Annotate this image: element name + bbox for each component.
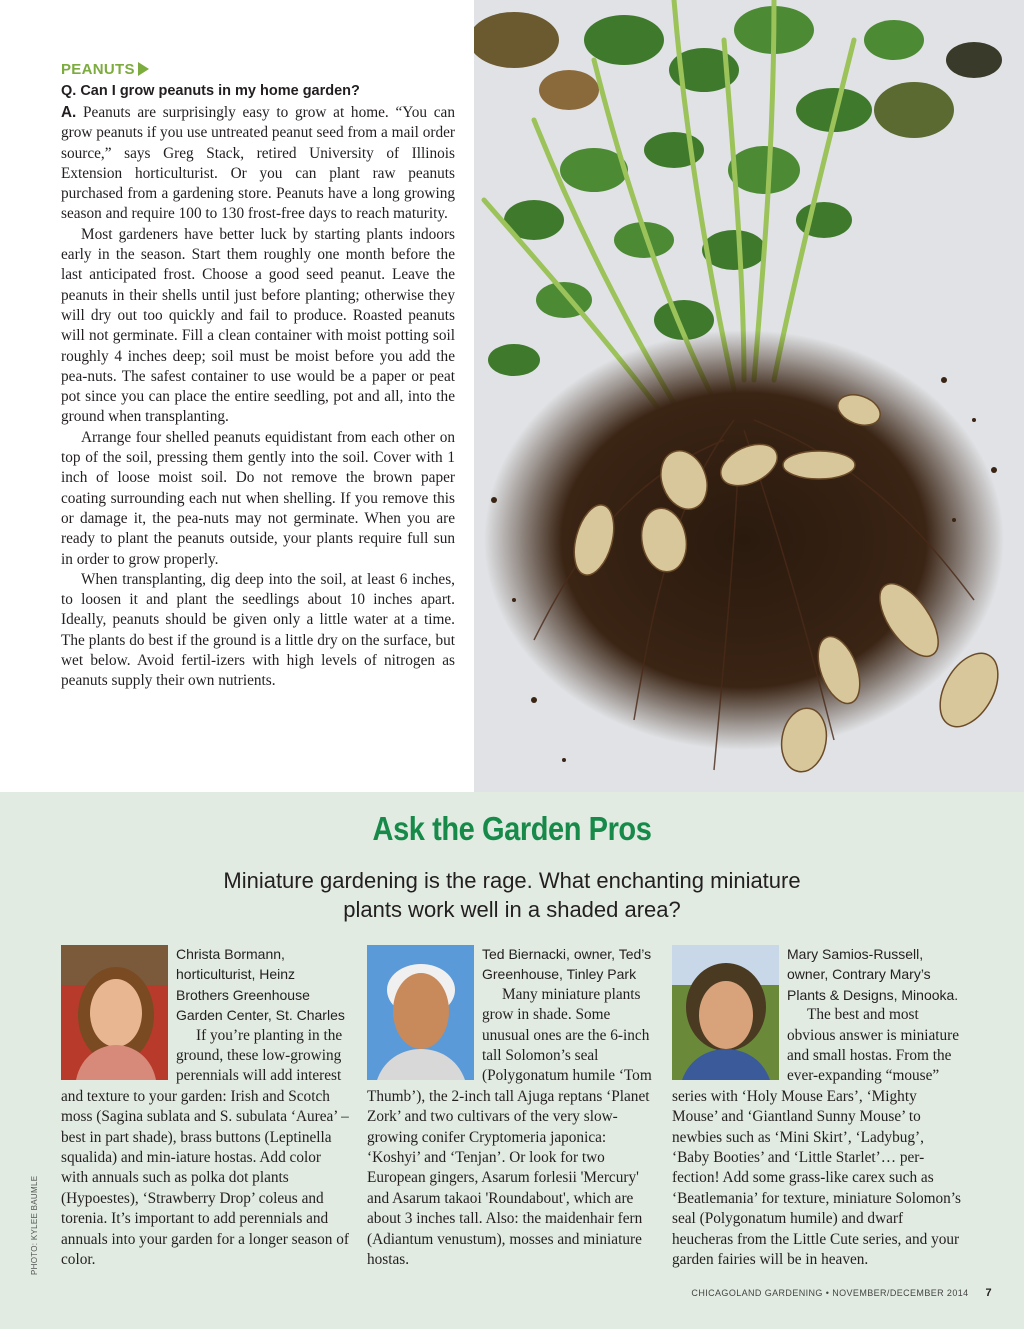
page-footer — [691, 1287, 992, 1299]
pro-name: Ted Biernacki, owner, Ted’s Greenhouse, Tinley Park — [482, 946, 652, 983]
ask-question: Miniature gardening is the rage. What enchanting miniature plants work well in a shaded area? — [223, 868, 801, 922]
photo-credit: PHOTO: KYLEE BAUMLE — [30, 1175, 39, 1275]
pro-name: Mary Samios-Russell, owner, Contrary Mary’s Plants & Designs, Minooka. — [787, 946, 959, 1003]
answer-paragraph: When transplanting, dig deep into the soil, at least 6 inches, to loosen it and plant the seedlings about 10 inches apart. Ideally, peanuts should be given only a little water at a time. The plants do best if the ground is a little dry on the surface, but wet below. Avoid fertil-izers with high levels of nitrogen as peanuts supply their own nutrients. — [61, 570, 455, 690]
answer-paragraph: Arrange four shelled peanuts equidistant from each other on top of the soil, pressing them gently into the soil. Cover with 1 inch of loose moist soil. Do not remove the brown paper coating surrounding each nut when shelling. If you remove this or damage it, the pea-nuts may not germinate. When you are ready to plant the peanuts outside, your plants require full sun in order to grow properly. — [61, 428, 455, 568]
headshot-photo — [61, 945, 168, 1080]
peanuts-question: Q. Can I grow peanuts in my home garden? — [61, 83, 360, 99]
ask-the-garden-pros-panel — [0, 792, 1024, 1329]
section-label: PEANUTS — [61, 60, 455, 80]
answer-paragraph: A. Peanuts are surprisingly easy to grow at home. “You can grow peanuts if you use untreated peanut seed from a mail order source,” says Greg Stack, retired University of Illinois Extension horticulturist. Or you can plant raw peanuts purchased from a gardening store. Peanuts have a long growing season and require 100 to 130 frost-free days to reach maturity. — [61, 104, 455, 223]
answer-paragraph: Most gardeners have better luck by starting plants indoors early in the season. Start them roughly one month before the last anticipated frost. Choose a good seed peanut. Leave the peanuts in their shells until just before planting; otherwise they will dry out too quickly and fail to produce. Roasted peanuts will not germinate. Fill a clean container with moist potting soil roughly 4 inches deep; soil must be moist before you add the pea-nuts. The safest container to use would be a paper or peat pot since you can place the entire seedling, pot and all, into the ground when transplanting. — [61, 225, 455, 426]
headshot-photo — [367, 945, 474, 1080]
publication-name: CHICAGOLAND GARDENING — [691, 1288, 823, 1298]
pro-answer: The best and most obvious answer is miniature and small hostas. From the ever-expanding “mouse” series with ‘Holy Mouse Ears’, ‘Mighty Mouse’ and ‘Giantland Sunny Mouse’ to newbies such as ‘Mini Skirt’, ‘Ladybug’, ‘Baby Booties’ and ‘Little Starlet’… per-fection! Add some grass-like carex such as ‘Beatlemania’ for texture, miniature Solomon’s seal (Polygonatum humile) and dwarf heucheras from the Little Cute series, and your garden fairies will be in heaven. — [672, 1006, 961, 1269]
triangle-right-icon — [138, 62, 149, 76]
pro-column — [367, 944, 657, 1271]
issue-date: NOVEMBER/DECEMBER 2014 — [832, 1288, 969, 1298]
answer-label: A. — [61, 104, 77, 121]
ask-title: Ask the Garden Pros — [372, 810, 652, 847]
pro-column — [61, 944, 351, 1271]
peanuts-answer — [61, 103, 455, 692]
headshot-photo — [672, 945, 779, 1080]
pro-answer: If you’re planting in the ground, these low-growing perennials will add interest and texture to your garden: Irish and Scotch moss (Sagina sublata and S. subulata ‘Aurea’ – best in part shade), brass buttons (Leptinella squalida) and min-iature hostas. Add color with annuals such as polka dot plants (Hypoestes), ‘Strawberry Drop’ coleus and torenia. It’s important to add perennials and annuals into your garden for a longer season of color. — [61, 1026, 350, 1269]
pro-name: Christa Bormann, horticulturist, Heinz Brothers Greenhouse Garden Center, St. Charles — [176, 946, 345, 1024]
footer-separator: • — [825, 1288, 830, 1298]
pro-column — [672, 944, 962, 1271]
pro-answer: Many miniature plants grow in shade. Some unusual ones are the 6-inch tall Solomon’s seal (Polygonatum humile ‘Tom Thumb’), the 2-inch tall Ajuga reptans ‘Planet Zork’ and two cultivars of the very slow-growing conifer Cryptomeria japonica: ‘Koshyi’ and ‘Tenjan’. Or look for two European gingers, Asarum forlesii 'Mercury' and Asarum takaoi 'Roundabout', which are about 3 inches tall. Also: the maidenhair fern (Adiantum venustum), mosses and miniature hostas. — [367, 985, 652, 1269]
page-number: 7 — [985, 1287, 992, 1299]
peanut-plant-photo — [474, 0, 1024, 792]
peanuts-qa — [61, 60, 455, 692]
